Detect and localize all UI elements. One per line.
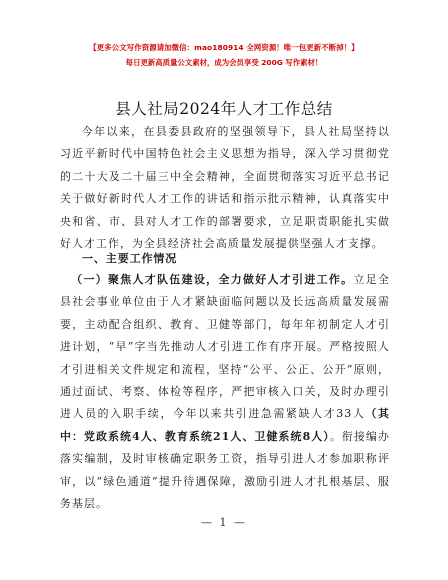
subsection-text-highlight: （其中：党政系统4人、教育系统21人、卫健系统8人） — [60, 407, 390, 443]
promo-banner-line1: 【更多公文写作资源请加微信：mao180914 全网资源！唯一包更新不断掉！】 — [89, 43, 359, 52]
subsection-text-part1: 立足全县社会事业单位由于人才紧缺面临问题以及长远高质量发展需要，主动配合组织、教育、卫健等部门，每年年初制定人才引进计划，“早”字当先推动人才引进工作有序开展。严格按照人才引进相关文件规定和流程，坚持“公平、公正、公开”原则，通过面试、考察、体检等程序，严把审核入口关，及时办理引进人员的入职手续，今年以来共引进急需紧缺人才33人 — [60, 273, 390, 421]
page-number: — 1 — — [201, 516, 247, 529]
promo-banner-line2: 每日更新高质量公文素材，成为会员享受 200G 写作素材！ — [125, 58, 323, 67]
subsection-heading: （一）聚焦人才队伍建设，全力做好人才引进工作。 — [70, 273, 354, 286]
document-title: 县人社局2024年人才工作总结 — [115, 100, 333, 118]
subsection-text-part2: 。衔接编办落实编制，及时审核确定职务工资，指导引进人才参加职称评审，以“绿色通道”提升待遇保障，激励引进人才扎根基层、服务基层。 — [60, 429, 390, 511]
section-heading-main-work: 一、主要工作情况 — [82, 252, 178, 265]
subsection-talent-introduction — [60, 269, 390, 515]
promo-banner — [0, 42, 448, 68]
intro-paragraph: 今年以来，在县委县政府的坚强领导下，县人社局坚持以习近平新时代中国特色社会主义思想为指导，深入学习贯彻党的二十大及二十届三中全会精神，全面贯彻落实习近平总书记关于做好新时代人才工作的讲话和指示批示精神，认真落实中央和省、市、县对人才工作的部署要求，立足职责职能扎实做好人才工作，为全县经济社会高质量发展提供坚强人才支撑。 — [60, 125, 390, 251]
